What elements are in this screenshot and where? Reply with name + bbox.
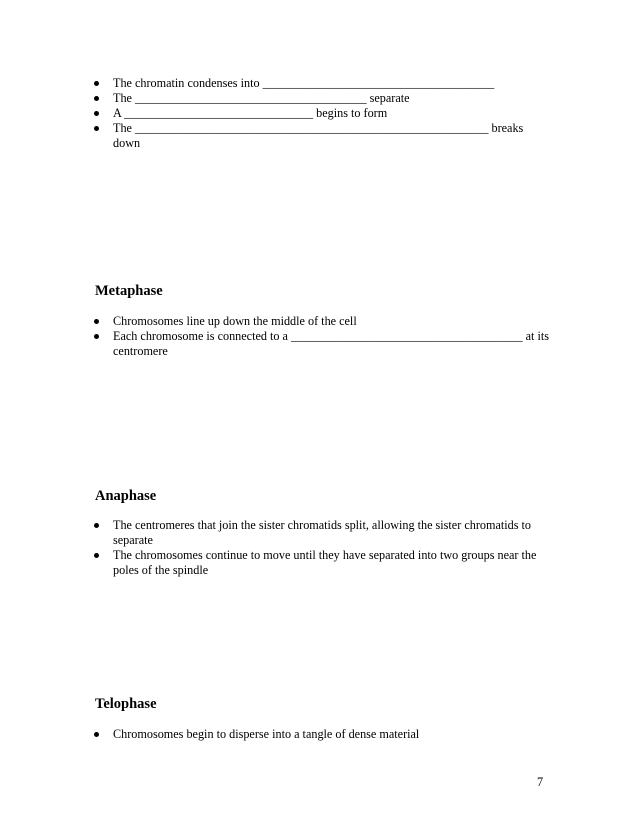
bullet-icon <box>94 111 99 116</box>
metaphase-heading: Metaphase <box>95 283 163 299</box>
list-item <box>94 121 549 151</box>
anaphase-heading: Anaphase <box>95 488 157 504</box>
list-item <box>94 106 549 121</box>
list-item <box>94 314 549 329</box>
list-item-text: The ______________________________________ separate <box>113 91 410 105</box>
list-item-text: Each chromosome is connected to a ______________________________________ at its centromere <box>113 329 549 358</box>
list-item-text: Chromosomes line up down the middle of the cell <box>113 314 357 328</box>
list-item <box>94 329 549 359</box>
telophase-heading: Telophase <box>95 696 157 712</box>
list-item <box>94 91 549 106</box>
list-item <box>94 548 549 578</box>
list-item-text: Chromosomes begin to disperse into a tangle of dense material <box>113 727 420 741</box>
bullet-icon <box>94 732 99 737</box>
bullet-icon <box>94 126 99 131</box>
list-item <box>94 76 549 91</box>
bullet-icon <box>94 319 99 324</box>
bullet-icon <box>94 523 99 528</box>
bullet-icon <box>94 334 99 339</box>
list-item <box>94 518 549 548</box>
page-number: 7 <box>537 775 544 789</box>
list-item-text: The centromeres that join the sister chromatids split, allowing the sister chromatids to separate <box>113 518 532 547</box>
list-item-text: The chromosomes continue to move until they have separated into two groups near the poles of the spindle <box>113 548 537 577</box>
list-item-text: A _______________________________ begins to form <box>113 106 388 120</box>
metaphase-bullet-list <box>94 314 549 359</box>
prophase-bullet-list <box>94 76 549 151</box>
list-item <box>94 727 549 742</box>
list-item-text: The chromatin condenses into ______________________________________ <box>113 76 495 90</box>
list-item-text: The __________________________________________________________ breaks down <box>113 121 524 150</box>
bullet-icon <box>94 96 99 101</box>
telophase-bullet-list <box>94 727 549 742</box>
bullet-icon <box>94 553 99 558</box>
anaphase-bullet-list <box>94 518 549 578</box>
bullet-icon <box>94 81 99 86</box>
